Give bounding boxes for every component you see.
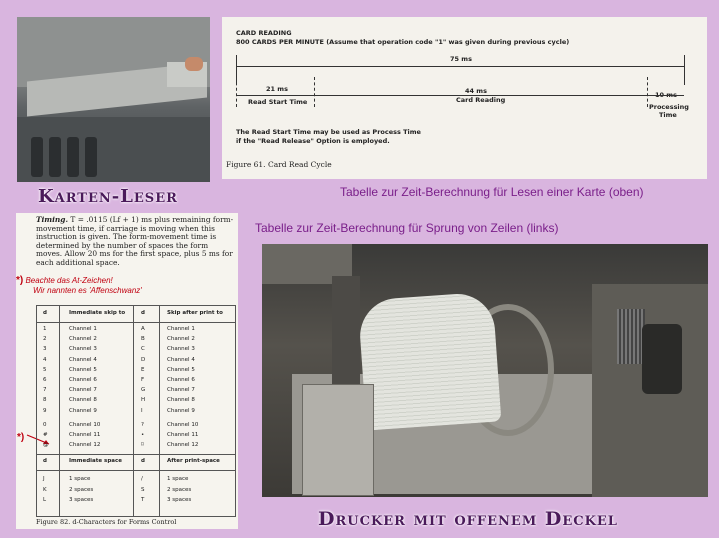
table-cell: E [141,366,145,373]
table-cell: F [141,377,145,383]
table-cell: C [141,346,145,353]
start-time-arrow [236,95,314,96]
figure-heading: CARD READING [236,29,292,37]
table-cell: Immediate skip to [69,310,126,316]
table-cell: Channel 8 [167,397,195,404]
proc-time-label-2: Time [659,111,677,119]
table-cell: Channel 11 [167,432,199,438]
table-cell: Channel 9 [69,407,97,414]
table-cell: G [141,387,146,394]
table-cell: Channel 7 [69,387,97,394]
table-cell: 3 [43,346,47,353]
table-cell: Channel 12 [167,442,199,449]
table-cell: Channel 3 [167,346,195,353]
table-cell: A [141,326,145,332]
table-cell: 3 spaces [167,496,192,503]
forms-control-document [16,213,238,529]
table-row [37,476,235,485]
card-reader-title: Karten-Leser [38,186,178,207]
table-cell: H [141,397,146,404]
table-cell: K [43,486,47,493]
table-cell: Channel 3 [69,346,97,353]
table-cell: 1 [43,326,47,332]
table-cell: 7 [43,387,47,394]
table-row [37,422,235,431]
proc-tick [647,77,648,107]
read-tick [314,77,315,107]
start-time-value: 21 ms [266,85,288,93]
table-cell: 9 [43,407,47,414]
proc-time-value: 10 ms [655,91,677,99]
d-characters-table [36,305,236,517]
table-cell: 8 [43,397,47,404]
read-table-caption: Tabelle zur Zeit-Berechnung für Lesen einer Karte (oben) [340,185,644,199]
note-line-1: Beachte das At-Zeichen! [25,276,113,285]
table-cell: Immediate space [69,458,122,465]
table-row [37,357,235,366]
table-cell: Channel 9 [167,407,195,414]
table-cell: Channel 5 [69,366,97,373]
table-cell: 2 spaces [69,486,94,493]
table-row [37,367,235,376]
read-time-label: Card Reading [456,96,506,104]
table-divider [37,322,235,323]
timing-text: T = .0115 (Lf + 1) ms plus remaining form-movement time, if carriage is moving when this instruction is given. The form-movement time is determined by the number of spaces the form moves. Allow 20 ms for the first space, plus 5 ms for each additional space. [36,215,234,267]
table-cell: 3 spaces [69,496,94,503]
table-cell: Channel 10 [69,421,101,428]
total-time-label: 75 ms [450,55,472,63]
table-cell: d [141,310,145,316]
card-read-cycle-figure [222,17,707,179]
timing-paragraph [36,216,234,268]
skip-table-caption: Tabelle zur Zeit-Berechnung für Sprung von Zeilen (links) [255,221,559,235]
table-cell: Channel 10 [167,421,199,428]
table-cell: 4 [43,356,47,363]
proc-time-label-1: Processing [649,103,689,111]
table-cell: 0 [43,421,47,428]
table-cell: d [43,458,47,465]
timing-lead: Timing. [36,215,69,224]
table-cell: ? [141,421,144,428]
table-cell: T [141,496,145,503]
table-cell: Channel 4 [167,356,195,363]
table-row [37,487,235,496]
table-row [37,408,235,417]
at-sign-note [16,276,142,296]
doc-caption: Figure 82. d-Characters for Forms Control [36,518,177,526]
table-cell: ⌑ [141,442,144,449]
figure-caption: Figure 61. Card Read Cycle [226,160,332,169]
table-row [37,432,235,441]
table-cell: Channel 7 [167,387,195,394]
table-column-line [59,306,60,516]
figure-subheading: 800 CARDS PER MINUTE (Assume that operation code "1" was given during previous cycle) [236,38,570,46]
start-tick [236,77,237,107]
table-cell: S [141,486,145,493]
table-row [37,387,235,396]
table-cell: Channel 6 [167,377,195,383]
table-cell: B [141,336,145,343]
read-time-value: 44 ms [465,87,487,95]
table-cell: Skip after print to [167,310,223,316]
figure-note-2: if the "Read Release" Option is employed. [236,137,390,145]
timeline-end-tick [684,55,685,85]
at-sign-marker [17,432,24,443]
table-cell: Channel 5 [167,366,195,373]
table-row [37,377,235,386]
table-cell: Channel 1 [167,326,195,332]
table-cell: 2 [43,336,47,343]
table-cell: @ [43,442,49,449]
table-cell: 1 space [69,476,91,483]
printer-photo [262,244,708,497]
table-row [37,326,235,335]
table-cell: d [43,310,47,316]
figure-note-1: The Read Start Time may be used as Process Time [236,128,421,136]
printer-title: Drucker mit offenem Deckel [318,508,618,530]
table-cell: Channel 1 [69,326,97,332]
table-cell: / [141,476,143,483]
start-time-label: Read Start Time [248,98,308,106]
table-cell: Channel 8 [69,397,97,404]
table-cell: 2 spaces [167,486,192,493]
table-cell: Channel 12 [69,442,101,449]
note-line-2: Wir nannten es 'Affenschwanz' [33,286,142,295]
marker-text: *) [17,432,25,443]
table-cell: Channel 4 [69,356,97,363]
total-time-arrow [236,66,684,67]
table-cell: 6 [43,377,47,383]
note-star: *) [16,275,24,286]
card-reader-photo [17,17,210,182]
table-cell: 5 [43,366,47,373]
table-divider [37,470,235,471]
table-column-line [133,306,134,516]
table-cell: • [141,432,145,438]
table-cell: I [141,407,143,414]
table-cell: J [43,476,45,483]
table-cell: Channel 2 [167,336,195,343]
table-cell: Channel 2 [69,336,97,343]
table-row [37,397,235,406]
proc-time-arrow [647,95,684,96]
table-cell: d [141,458,145,465]
table-row [37,497,235,506]
table-row [37,336,235,345]
table-cell: 1 space [167,476,189,483]
table-column-line [159,306,160,516]
table-row [37,346,235,355]
table-row [37,442,235,451]
table-cell: # [43,432,48,438]
table-cell: D [141,356,146,363]
table-row [37,310,235,319]
table-cell: L [43,496,47,503]
table-divider [37,454,235,455]
table-cell: Channel 11 [69,432,101,438]
table-cell: After print-space [167,458,220,465]
table-cell: Channel 6 [69,377,97,383]
table-row [37,458,235,467]
